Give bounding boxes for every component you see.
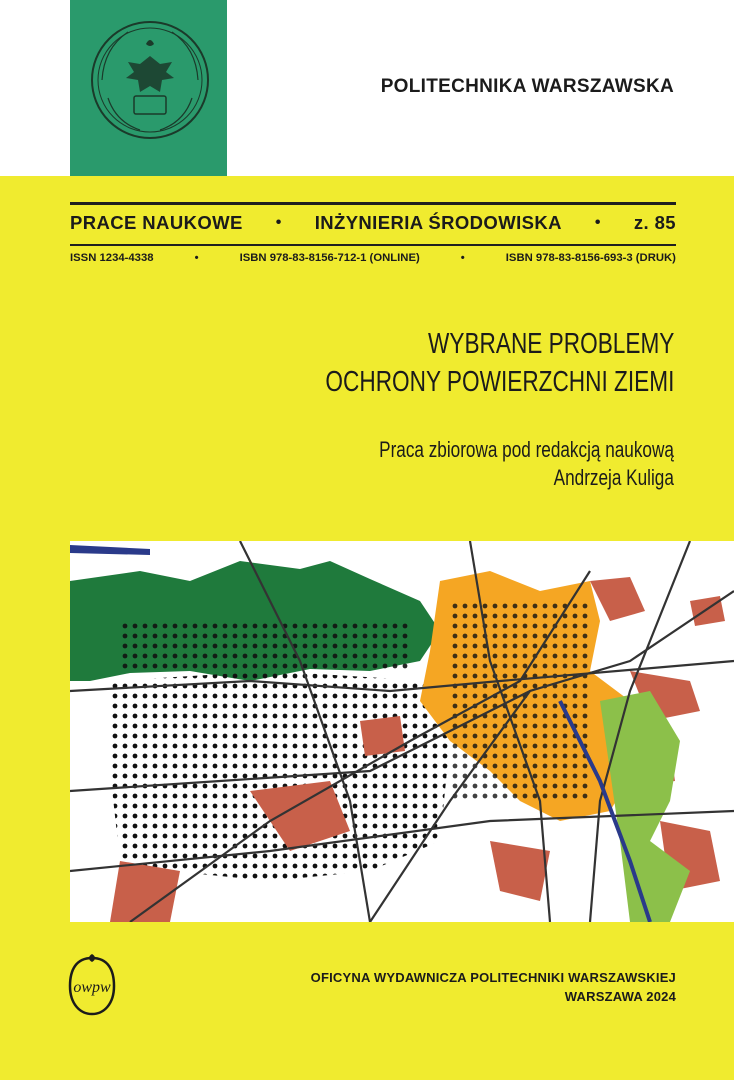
cover-map-image <box>70 541 734 922</box>
series-line <box>70 212 676 234</box>
bottom-rule <box>70 244 676 246</box>
publisher-logo-icon <box>64 952 120 1018</box>
series-separator: • <box>275 214 282 231</box>
isbn-print: ISBN 978-83-8156-693-3 (DRUK) <box>505 252 676 264</box>
identifiers-line <box>70 252 676 264</box>
isbn-online: ISBN 978-83-8156-712-1 (ONLINE) <box>239 252 420 264</box>
series-name: PRACE NAUKOWE <box>70 212 243 233</box>
identifier-separator: • <box>460 252 465 264</box>
editor-credit <box>379 436 674 492</box>
series-field: INŻYNIERIA ŚRODOWISKA <box>314 212 562 233</box>
publisher-block <box>311 968 676 1006</box>
university-emblem-icon <box>88 18 212 142</box>
series-separator: • <box>594 214 601 231</box>
editor-line-2: Andrzeja Kuliga <box>553 465 674 490</box>
university-name: POLITECHNIKA WARSZAWSKA <box>380 76 674 97</box>
identifier-separator: • <box>194 252 199 264</box>
series-issue: z. 85 <box>633 212 676 233</box>
land-use-map <box>70 541 734 922</box>
book-title <box>325 325 674 401</box>
editor-line-1: Praca zbiorowa pod redakcją naukową <box>379 437 674 462</box>
publisher-place-year: WARSZAWA 2024 <box>564 989 676 1004</box>
publisher-name: OFICYNA WYDAWNICZA POLITECHNIKI WARSZAWSKIEJ <box>310 970 676 985</box>
title-line-2: OCHRONY POWIERZCHNI ZIEMI <box>325 366 674 398</box>
top-rule <box>70 202 676 205</box>
publisher-logo-text: owpw <box>73 979 111 996</box>
issn: ISSN 1234-4338 <box>70 252 154 264</box>
title-line-1: WYBRANE PROBLEMY <box>427 328 674 360</box>
